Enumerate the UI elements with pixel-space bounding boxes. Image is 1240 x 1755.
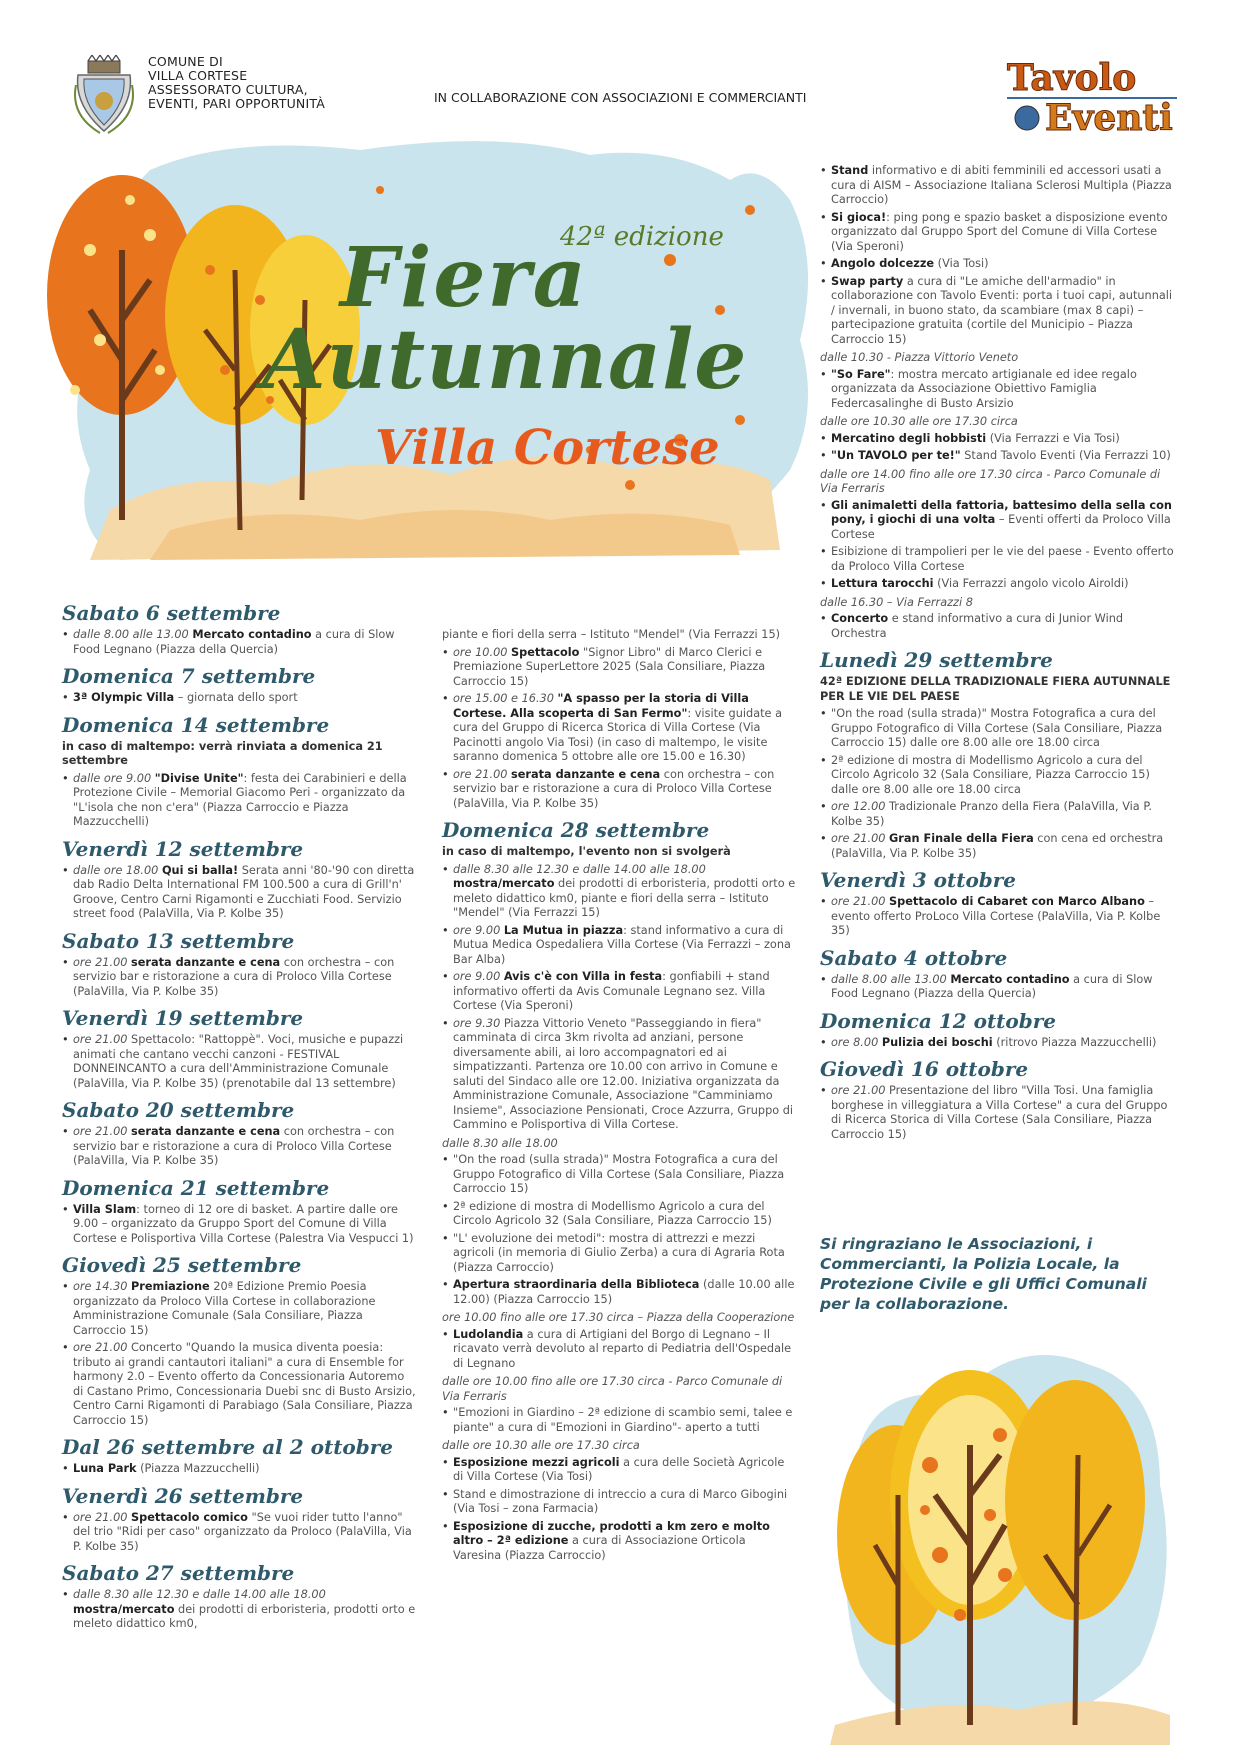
event-title: Gran Finale della Fiera (889, 832, 1034, 845)
event-list (442, 1456, 797, 1564)
event-list (820, 1084, 1178, 1142)
municipality-line: COMUNE DI (148, 54, 223, 69)
event-item (820, 577, 1178, 592)
event-list (442, 646, 797, 812)
event-time: ore 9.00 (453, 923, 504, 937)
event-title: Gli animaletti della fattoria, battesimo della sella con pony, i giochi di una volta (831, 498, 1172, 526)
event-item (820, 164, 1178, 208)
event-item (62, 691, 417, 706)
event-item (820, 707, 1178, 751)
event-title: Esposizione di zucche, prodotti a km zero e molto altro – 2ª edizione (453, 1519, 770, 1547)
event-time: ore 8.00 (831, 1035, 882, 1049)
event-item (62, 1203, 417, 1247)
event-details: "L' evoluzione dei metodi": mostra di attrezzi e mezzi agricoli (in memoria di Giulio Zerba) a cura di Agraria Rota (Piazza Carroccio) (453, 1231, 785, 1274)
event-details: (Via Ferrazzi angolo vicolo Airoldi) (933, 577, 1129, 590)
event-details: (Via Ferrazzi e Via Tosi) (986, 431, 1120, 445)
event-list (62, 1203, 417, 1247)
event-title: Villa Slam (73, 1202, 137, 1216)
event-item (820, 800, 1178, 829)
event-title: serata danzante e cena (511, 767, 661, 781)
event-time: ore 21.00 (453, 767, 512, 781)
event-item (820, 1036, 1178, 1051)
svg-text:Eventi: Eventi (1045, 97, 1173, 138)
event-title: mostra/mercato (73, 1602, 175, 1616)
municipality-line: VILLA CORTESE (148, 68, 248, 83)
day-heading: Sabato 27 settembre (62, 1561, 295, 1585)
day-heading: Domenica 21 settembre (62, 1175, 330, 1200)
event-title: Avis c'è con Villa in festa (503, 970, 663, 983)
event-title: Pulizia dei boschi (881, 1035, 993, 1049)
event-list (820, 368, 1178, 412)
event-title: 3ª Olympic Villa (73, 691, 175, 704)
event-item (442, 1488, 797, 1517)
event-details: "Se vuoi rider tutto l'anno" del trio "Ridi per caso" organizzato da Proloco (PalaVilla, Via P. Kolbe 35) (73, 1510, 412, 1553)
event-list (820, 1036, 1178, 1051)
day-heading: Venerdì 19 settembre (62, 1006, 304, 1030)
event-title: Concerto (831, 612, 889, 625)
event-details: con orchestra – con servizio bar e ristorazione a cura di Proloco Villa Cortese (PalaVilla, Via P. Kolbe 35) (73, 955, 395, 998)
event-title: Mercato contadino (950, 972, 1070, 986)
event-time: ore 21.00 (73, 1033, 132, 1046)
event-details: con orchestra – con servizio bar e ristorazione a cura di Proloco Villa Cortese (PalaVilla, Via P. Kolbe 35) (73, 1125, 395, 1167)
event-item (442, 1328, 797, 1372)
event-details: (Via Tosi) (934, 257, 989, 270)
event-time: dalle 8.00 alle 13.00 (831, 972, 951, 986)
event-item (820, 275, 1178, 348)
day-heading: Sabato 4 ottobre (820, 945, 1008, 970)
event-details: Spettacolo: "Rattoppè". Voci, musiche e pupazzi animati che cantano vecchi canzoni - FESTIVAL DONNEINCANTO a cura dell'Amministrazione Comunale (PalaVilla, Via P. Kolbe 35) (prenotabile dal 13 settembre) (73, 1033, 404, 1090)
thanks-text: Si ringraziano le Associazioni, i Commercianti, la Polizia Locale, la Protezione Civile e gli Uffici Comunali per la collaborazione. (820, 1235, 1147, 1313)
event-details: informativo e di abiti femminili ed accessori usati a cura di AISM – Associazione Italiana Sclerosi Multipla (Piazza Carroccio) (831, 164, 1172, 206)
event-title: Premiazione (131, 1280, 210, 1293)
event-time: ore 21.00 (831, 895, 890, 908)
event-item (820, 1084, 1178, 1142)
day-note: in caso di maltempo: verrà rinviata a domenica 21 settembre (62, 739, 383, 767)
event-title: "So Fare" (831, 367, 891, 381)
event-title: Spettacolo comico (131, 1510, 248, 1524)
event-time: ore 14.30 (73, 1280, 132, 1293)
event-details: – Eventi offerti da Proloco Villa Cortese (831, 513, 1171, 541)
event-details: dei prodotti di erboristeria, prodotti orto e meleto didattico km0, (73, 1602, 416, 1630)
day-heading: Dal 26 settembre al 2 ottobre (62, 1435, 394, 1459)
event-details: a cura delle Società Agricole di Villa Cortese (Via Tosi) (453, 1455, 785, 1483)
event-details: – evento offerto ProLoco Villa Cortese (PalaVilla, Via P. Kolbe 35) (831, 895, 1161, 937)
day-heading: Sabato 20 settembre (62, 1098, 295, 1122)
event-title: La Mutua in piazza (503, 923, 624, 937)
event-time: ore 21.00 (73, 1510, 132, 1524)
event-details: : gonfiabili + stand informativo offerti da Avis Comunale Legnano sez. Villa Cortese (Via Speroni) (453, 970, 770, 1012)
event-details: – giornata dello sport (174, 691, 298, 704)
event-details: : ping pong e spazio basket a disposizione evento organizzato dal Gruppo Sport del Comune di Villa Cortese (Via Speroni) (831, 210, 1168, 253)
day-heading: Domenica 28 settembre (442, 818, 710, 842)
event-details: a cura di Artigiani del Borgo di Legnano – Il ricavato verrà devoluto al reparto di Pediatria dell'Ospedale di Legnano (453, 1327, 792, 1370)
event-list (820, 707, 1178, 861)
event-time: ore 15.00 e 16.30 (453, 692, 558, 705)
event-time: ore 21.00 (831, 1084, 890, 1097)
event-item (442, 646, 797, 690)
event-details: 20ª Edizione Premio Poesia organizzato da Proloco Villa Cortese in collaborazione Amministrazione Comunale (Sala Consiliare, Piazza Carroccio 15) (73, 1280, 376, 1337)
event-item (820, 895, 1178, 939)
event-item (442, 1232, 797, 1276)
bottom-tree-illustration (820, 1325, 1180, 1745)
event-time: ore 21.00 (73, 1125, 132, 1138)
event-list (62, 956, 417, 1000)
event-item (442, 1153, 797, 1197)
event-item (62, 1588, 417, 1632)
title-line-3: Villa Cortese (375, 420, 720, 476)
day-heading: Venerdì 26 settembre (62, 1483, 304, 1508)
event-item (442, 970, 797, 1014)
day-heading: Venerdì 3 ottobre (820, 868, 1017, 892)
event-title: Qui si balla! (161, 863, 239, 877)
day-heading: Giovedì 25 settembre (62, 1253, 302, 1277)
time-note: dalle ore 10.00 fino alle ore 17.30 circa - Parco Comunale di Via Ferraris (442, 1375, 783, 1403)
event-time: ore 9.00 (453, 970, 504, 983)
event-list (62, 864, 417, 922)
event-time: ore 9.30 (453, 1016, 504, 1030)
municipality-line: ASSESSORATO CULTURA, (148, 82, 308, 97)
program-column-2 (442, 628, 797, 1566)
event-title: Swap party (831, 274, 904, 288)
event-list (62, 772, 417, 830)
event-item (820, 449, 1178, 464)
event-time: dalle 8.30 alle 12.30 e dalle 14.00 alle 18.00 (73, 1588, 326, 1601)
event-list (62, 1033, 417, 1091)
event-item (820, 754, 1178, 798)
municipality-text (148, 55, 325, 111)
event-list (442, 863, 797, 1133)
event-details: a cura di Slow Food Legnano (Piazza della Quercia) (73, 628, 395, 656)
event-title: Luna Park (73, 1462, 137, 1475)
event-list (442, 1328, 797, 1372)
day-note: in caso di maltempo, l'evento non si svolgerà (442, 845, 731, 858)
event-item (820, 368, 1178, 412)
event-item (442, 692, 797, 765)
event-item (442, 863, 797, 921)
event-item (820, 612, 1178, 641)
event-details: (Piazza Mazzucchelli) (136, 1462, 260, 1475)
event-item (442, 924, 797, 968)
tavolo-eventi-logo (1005, 56, 1180, 138)
title-line-2: Autunnale (262, 312, 748, 408)
time-note: dalle 10.30 - Piazza Vittorio Veneto (820, 351, 1019, 364)
event-item (62, 864, 417, 922)
event-item (62, 956, 417, 1000)
day-heading: Domenica 14 settembre (62, 712, 330, 737)
event-details: con orchestra – con servizio bar e ristorazione a cura di Proloco Villa Cortese (PalaVilla, Via P. Kolbe 35) (453, 767, 775, 810)
event-details: "Signor Libro" di Marco Clerici e Premiazione SuperLettore 2025 (Sala Consiliare, Piazza Carroccio 15) (453, 645, 766, 688)
event-list (62, 628, 417, 657)
event-time: ore 21.00 (73, 955, 132, 969)
event-time: dalle ore 9.00 (73, 771, 155, 785)
event-title: Mercatino degli hobbisti (831, 431, 987, 445)
event-list (820, 499, 1178, 592)
event-details: Stand e dimostrazione di intreccio a cura di Marco Gibogini (Via Tosi – zona Farmacia) (453, 1487, 788, 1515)
event-details: : visite guidate a cura del Gruppo di Ricerca Storica di Villa Cortese (Via Pacinotti angolo Via Tosi) (in caso di maltempo, le visite saranno domenica 5 ottobre alle ore 15.00 e 16.30) (453, 706, 783, 763)
event-title: Si gioca! (831, 210, 887, 224)
event-time: ore 10.00 (453, 645, 512, 659)
event-item (820, 432, 1178, 447)
event-details: Tradizionale Pranzo della Fiera (PalaVilla, Via P. Kolbe 35) (831, 800, 1152, 828)
event-list (820, 432, 1178, 464)
day-heading: Domenica 7 settembre (62, 664, 316, 688)
event-list (820, 164, 1178, 347)
event-time: ore 21.00 (73, 1341, 132, 1354)
municipality-line: EVENTI, PARI OPPORTUNITÀ (148, 96, 325, 111)
event-details: (ritrovo Piazza Mazzucchelli) (992, 1035, 1157, 1049)
event-title: "Un TAVOLO per te!" (831, 449, 961, 462)
event-title: mostra/mercato (453, 877, 555, 890)
continued-text: piante e fiori della serra – Istituto "Mendel" (Via Ferrazzi 15) (442, 628, 781, 641)
event-details: (dalle 10.00 alle 12.00) (Piazza Carroccio 15) (453, 1278, 795, 1306)
event-details: a cura di "Le amiche dell'armadio" in collaborazione con Tavolo Eventi: porta i tuoi capi, autunnali / invernali, in buono stato, da scambiare (max 8 capi) – partecipazione gratuita (cortile del Municipio – Piazza Carroccio 15) (831, 274, 1173, 346)
event-time: dalle 8.00 alle 13.00 (73, 628, 193, 641)
event-details: dei prodotti di erboristeria, prodotti orto e meleto didattico km0, piante e fiori della serra – Istituto "Mendel" (Via Ferrazzi 15) (453, 877, 796, 919)
event-list (62, 1588, 417, 1632)
time-note: dalle ore 10.30 alle ore 17.30 circa (820, 415, 1018, 428)
event-item (62, 1462, 417, 1477)
event-details: con cena ed orchestra (PalaVilla, Via P. Kolbe 35) (831, 832, 1164, 860)
svg-text:Tavolo: Tavolo (1007, 57, 1137, 99)
day-heading: Sabato 13 settembre (62, 928, 295, 953)
event-list (62, 1511, 417, 1555)
day-note: 42ª EDIZIONE DELLA TRADIZIONALE FIERA AUTUNNALE PER LE VIE DEL PAESE (820, 675, 1171, 703)
event-item (442, 1278, 797, 1307)
event-time: dalle 8.30 alle 12.30 e dalle 14.00 alle 18.00 (453, 862, 706, 876)
event-title: "Divise Unite" (154, 771, 244, 785)
event-item (820, 211, 1178, 255)
edition-label: 42ª edizione (560, 222, 724, 252)
event-details: a cura di Associazione Orticola Varesina (Piazza Carroccio) (453, 1534, 746, 1562)
event-item (62, 1125, 417, 1169)
time-note: dalle 16.30 – Via Ferrazzi 8 (820, 595, 973, 609)
event-time: ore 21.00 (831, 832, 890, 845)
event-list (820, 612, 1178, 641)
event-item (62, 628, 417, 657)
event-item (62, 1341, 417, 1428)
event-title: Spettacolo (511, 645, 580, 659)
day-heading: Venerdì 12 settembre (62, 836, 304, 861)
event-item (62, 1280, 417, 1338)
program-column-1 (62, 602, 417, 1635)
event-details: : festa dei Carabinieri e della Protezione Civile – Memorial Giacomo Peri - organizzato da "L'isola che non c'era" (Piazza Carroccio e Piazza Mazzucchelli) (73, 771, 407, 828)
program-column-3 (820, 164, 1178, 1145)
event-title: Spettacolo di Cabaret con Marco Albano (889, 895, 1145, 908)
event-list (62, 1280, 417, 1428)
event-item (442, 1406, 797, 1435)
day-heading: Sabato 6 settembre (62, 601, 281, 625)
event-details: "On the road (sulla strada)" Mostra Fotografica a cura del Gruppo Fotografico di Villa Cortese (Sala Consiliare, Piazza Carroccio 15) dalle ore 8.00 alle ore 18.00 circa (831, 707, 1163, 749)
event-details: : torneo di 12 ore di basket. A partire dalle ore 9.00 – organizzato da Gruppo Sport del Comune di Villa Cortese e Polisportiva Villa Cortese (Palestra Via Vespucci 1) (73, 1202, 414, 1245)
event-item (820, 832, 1178, 861)
time-note: dalle ore 14.00 fino alle ore 17.30 circa - Parco Comunale di Via Ferraris (820, 467, 1161, 495)
event-list (820, 973, 1178, 1002)
event-details: : mostra mercato artigianale ed idee regalo organizzata da Associazione Obiettivo Famiglia Federcasalinghe di Busto Arsizio (831, 367, 1137, 410)
municipal-crest-icon (70, 55, 138, 135)
event-item (442, 1456, 797, 1485)
event-item (820, 257, 1178, 272)
event-details: Presentazione del libro "Villa Tosi. Una famiglia borghese in villeggiatura a Villa Cortese" a cura del Gruppo di Ricerca Storica di Villa Cortese (Sala Consiliare, Piazza Carroccio 15) (831, 1084, 1168, 1141)
day-heading: Lunedì 29 settembre (820, 648, 1053, 672)
event-details: Concerto "Quando la musica diventa poesia: tributo ai grandi cantautori italiani" a cura di Ensemble for harmony 2.0 – Evento offerto da Concessionaria Autoremo di Castano Primo, Concessionaria Duebi snc di Busto Arsizio, Centro Carni Rigamonti di Parabiago (Sala Consiliare, Piazza Carroccio 15) (73, 1341, 416, 1427)
event-item (62, 772, 417, 830)
event-title: Apertura straordinaria della Biblioteca (453, 1278, 700, 1291)
title-line-1: Fiera (340, 230, 588, 326)
event-item (820, 499, 1178, 543)
event-details: "Emozioni in Giardino – 2ª edizione di scambio semi, talee e piante" a cura di "Emozioni in Giardino"- aperto a tutti (453, 1406, 793, 1434)
event-item (442, 1520, 797, 1564)
event-details: "On the road (sulla strada)" Mostra Fotografica a cura del Gruppo Fotografico di Villa Cortese (Sala Consiliare, Piazza Carroccio 15) (453, 1153, 785, 1195)
event-title: Mercato contadino (192, 628, 312, 641)
time-note: ore 10.00 fino alle ore 17.30 circa – Piazza della Cooperazione (442, 1311, 795, 1324)
event-details: : stand informativo a cura di Mutua Medica Ospedaliera Villa Cortese (Via Ferrazzi – zona Bar Alba) (453, 923, 791, 966)
municipality-header (70, 55, 325, 135)
event-details: 2ª edizione di mostra di Modellismo Agricolo a cura del Circolo Agricolo 32 (Sala Consiliare, Piazza Carroccio 15) (453, 1199, 772, 1227)
day-heading: Domenica 12 ottobre (820, 1008, 1057, 1033)
time-note: dalle ore 10.30 alle ore 17.30 circa (442, 1439, 640, 1452)
event-list (62, 691, 417, 706)
event-list (442, 1406, 797, 1435)
event-item (62, 1033, 417, 1091)
event-item (442, 1200, 797, 1229)
event-details: Piazza Vittorio Veneto "Passeggiando in fiera" camminata di circa 3km rivolta ad anziani, persone diversamente abili, ai loro accompagnatori ed ai simpatizzanti. Partenza ore 10.00 con arrivo in Comune e saluti del Sindaco alle ore 12.00. Iniziativa organizzata da Amministrazione Comunale, Associazione "Camminiamo Insieme", Associazione Pensionati, Croce Azzurra, Gruppo di Cammino e Polisportiva di Villa Cortese. (453, 1016, 794, 1131)
event-time: ore 12.00 (831, 800, 890, 813)
event-details: Esibizione di trampolieri per le vie del paese - Evento offerto da Proloco Villa Cortese (831, 545, 1174, 573)
time-note: dalle 8.30 alle 18.00 (442, 1136, 558, 1150)
event-item (442, 1017, 797, 1133)
event-title: serata danzante e cena (131, 955, 281, 969)
event-details: Stand Tavolo Eventi (Via Ferrazzi 10) (960, 449, 1171, 462)
event-item (442, 768, 797, 812)
event-time: dalle ore 18.00 (73, 863, 162, 877)
event-list (62, 1125, 417, 1169)
event-details: a cura di Slow Food Legnano (Piazza della Quercia) (831, 972, 1153, 1000)
event-list (820, 895, 1178, 939)
collaboration-text: IN COLLABORAZIONE CON ASSOCIAZIONI E COMMERCIANTI (434, 90, 807, 105)
event-title: Esposizione mezzi agricoli (453, 1455, 620, 1469)
event-title: Lettura tarocchi (831, 577, 934, 590)
event-details: Serata anni '80-'90 con diretta dab Radio Delta International FM 100.500 a cura di Grill'n' Groove, Centro Carni Rigamonti e Zucchiati Food. Servizio street food (PalaVilla, Via P. Kolbe 35) (73, 863, 415, 920)
day-heading: Giovedì 16 ottobre (820, 1057, 1029, 1081)
event-title: Stand (831, 164, 869, 177)
event-title: Angolo dolcezze (831, 257, 935, 270)
event-item (820, 973, 1178, 1002)
event-list (442, 1153, 797, 1307)
event-list (62, 1462, 417, 1477)
event-item (62, 1511, 417, 1555)
event-title: Ludolandia (453, 1327, 524, 1341)
event-item (820, 545, 1178, 574)
event-details: 2ª edizione di mostra di Modellismo Agricolo a cura del Circolo Agricolo 32 (Sala Consiliare, Piazza Carroccio 15) dalle ore 8.00 alle ore 18.00 circa (831, 753, 1150, 796)
event-title: "A spasso per la storia di Villa Cortese. Alla scoperta di San Fermo" (453, 692, 749, 720)
event-details: e stand informativo a cura di Junior Wind Orchestra (831, 612, 1124, 640)
event-title: serata danzante e cena (131, 1125, 281, 1138)
